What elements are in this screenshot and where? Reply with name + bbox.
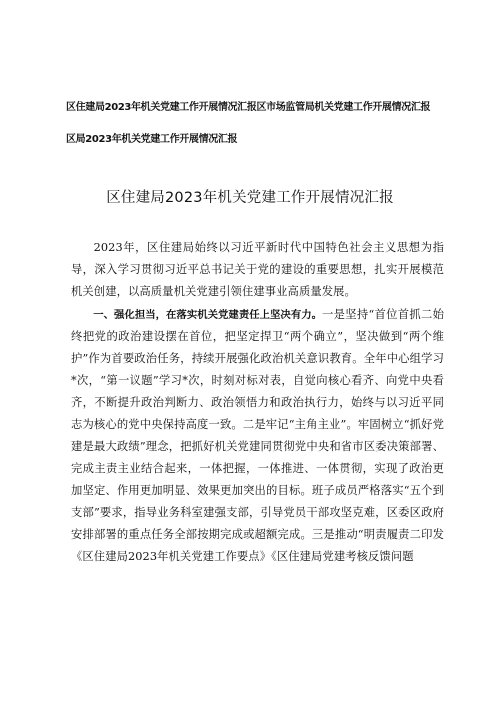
section-one-body: 一是坚持“首位首抓二始终把党的政治建设摆在首位，把坚定捍卫“两个确立”，坚决做到“两个维护”作为首要政治任务，持续开展强化政治机关意识教育。全年中心组学习*次，“第一议题”学习*次，时刻对标对表，自觉向核心看齐、向党中央看齐，不断提升政治判断力、政治领悟力和政治执行力，始终与以习近平同志为核心的党中央保持高度一致。二是牢记“主角主业”。牢固树立“抓好党建是最大政绩”理念，把抓好机关党建同贯彻党中央和省市区委决策部署、完成主责主业结合起来，一体把握，一体推进、一体贯彻，实现了政治更加坚定、作用更加明显、效果更加突出的目标。班子成员严格落实“五个到支部”要求，指导业务科室建强支部，引导党员干部攻坚克难，区委区政府安排部署的重点任务全部按期完成或超额完成。三是推动“明责履责二印发《区住建局2023年机关党建工作要点》《区住建局党建考核反馈问题 (71, 308, 444, 563)
cover-title-line-1: 区住建局2023年机关党建工作开展情况汇报区市场监管局机关党建工作开展情况汇报 (66, 102, 431, 113)
paragraph-intro-text: 2023年，区住建局始终以习近平新时代中国特色社会主义思想为指导，深入学习贯彻习近平总书记关于党的建设的重要思想，扎实开展模范机关创建，以高质量机关党建引领住建事业高质量发展。 (71, 241, 444, 298)
section-one-heading: 一、强化担当，在落实机关党建责任上坚决有力。 (93, 309, 323, 321)
paragraph-intro (71, 237, 444, 303)
paragraph-section-one (71, 304, 444, 568)
cover-title-line-2: 区局2023年机关党建工作开展情况汇报 (66, 134, 238, 145)
document-title: 区住建局2023年机关党建工作开展情况汇报 (106, 190, 394, 206)
